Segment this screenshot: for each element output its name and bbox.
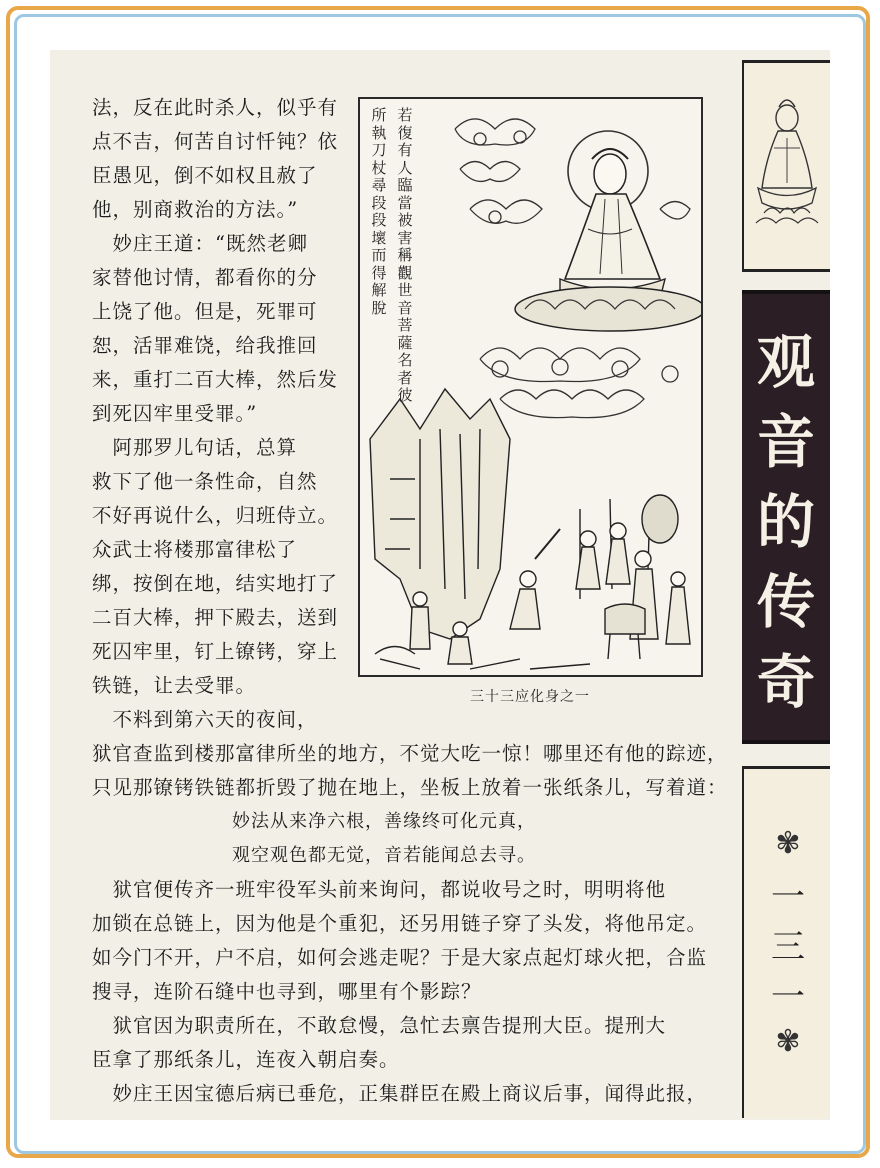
soldiers-mark xyxy=(576,495,690,659)
figure-head-mark xyxy=(594,154,626,194)
text-line: 铁链，让去受罪。 xyxy=(92,674,257,697)
title-char: 的 xyxy=(756,488,815,556)
text-line: 点不吉，何苦自讨忏钝？依 xyxy=(92,130,339,153)
page-number-char: 三 xyxy=(771,927,805,967)
text-line: 臣愚见，倒不如权且赦了 xyxy=(92,164,318,187)
text-line: 狱官查监到楼那富律所坐的地方，不觉大吃一惊！哪里还有他的踪迹， xyxy=(92,742,728,765)
flower-icon: ✾ xyxy=(775,826,801,861)
page-number-panel xyxy=(742,766,830,1118)
cliff-mark xyxy=(370,389,510,639)
title-char: 观 xyxy=(756,328,815,396)
text-line: 阿那罗儿句话，总算 xyxy=(92,436,298,459)
text-line: 只见那镣铐铁链都折毁了抛在地上，坐板上放着一张纸条儿，写着道： xyxy=(92,776,728,799)
title-char: 传 xyxy=(756,568,815,636)
text-line: 搜寻，连阶石缝中也寻到，哪里有个影踪？ xyxy=(92,980,482,1003)
text-line: 到死囚牢里受罪。” xyxy=(92,402,258,425)
book-title-band xyxy=(742,290,830,744)
text-line: 救下了他一条性命，自然 xyxy=(92,470,318,493)
text-line: 众武士将楼那富律松了 xyxy=(92,538,298,561)
text-line: 法，反在此时杀人，似乎有 xyxy=(92,96,339,119)
text-line: 狱官因为职责所在，不敢怠慢，急忙去禀告提刑大臣。提刑大 xyxy=(92,1014,667,1037)
flower-icon: ✾ xyxy=(775,1024,801,1059)
text-line: 狱官便传齐一班牢役军头前来询问，都说收号之时，明明将他 xyxy=(92,878,667,901)
side-guanyin-emblem xyxy=(742,60,830,272)
title-char: 奇 xyxy=(756,648,815,716)
text-line: 来，重打二百大棒，然后发 xyxy=(92,368,339,391)
inscription-column-1: 若復有人臨當被害稱觀世音菩薩名者彼 xyxy=(397,106,413,404)
text-line: 上饶了他。但是，死罪可 xyxy=(92,300,318,323)
text-line: 不料到第六天的夜间， xyxy=(92,708,318,731)
text-line: 二百大棒，押下殿去，送到 xyxy=(92,606,339,629)
text-line: 绑，按倒在地，结实地打了 xyxy=(92,572,339,595)
page-number-char: 一 xyxy=(771,877,805,917)
text-line: 妙庄王因宝德后病已垂危，正集群臣在殿上商议后事，闻得此报， xyxy=(92,1082,708,1105)
illustration-caption: 三十三应化身之一 xyxy=(470,689,590,705)
figure-robe-mark xyxy=(565,194,660,279)
text-line: 妙庄王道：“既然老卿 xyxy=(92,232,308,255)
text-line: 死囚牢里，钉上镣铐，穿上 xyxy=(92,640,339,663)
text-line: 他，别商救治的方法。” xyxy=(92,198,299,221)
text-line: 如今门不开，户不启，如何会逃走呢？于是大家点起灯球火把，合监 xyxy=(92,946,708,969)
page-number-char: 一 xyxy=(771,977,805,1017)
guanyin-illustration xyxy=(358,97,703,677)
text-line: 家替他讨情，都看你的分 xyxy=(92,266,318,289)
text-line: 恕，活罪难饶，给我推回 xyxy=(92,334,318,357)
title-char: 音 xyxy=(756,408,815,476)
poem-line: 观空观色都无觉，音若能闻总去寻。 xyxy=(232,845,536,866)
inscription-column-2: 所執刀杖尋段段壞而得解脫 xyxy=(371,106,387,317)
text-line: 加锁在总链上，因为他是个重犯，还另用链子穿了头发，将他吊定。 xyxy=(92,912,708,935)
poem-line: 妙法从来净六根，善缘终可化元真， xyxy=(232,811,536,832)
text-line: 不好再说什么，归班侍立。 xyxy=(92,504,339,527)
text-line: 臣拿了那纸条儿，连夜入朝启奏。 xyxy=(92,1048,400,1071)
guanyin-emblem-icon xyxy=(744,63,830,269)
